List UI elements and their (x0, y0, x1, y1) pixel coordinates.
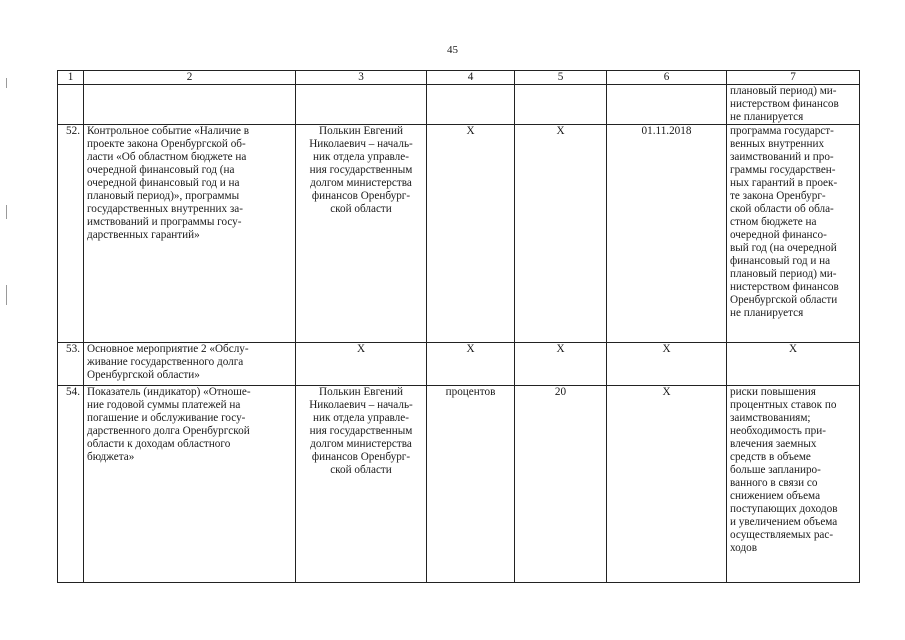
table-row (58, 386, 860, 583)
row-number-cell: 52. (58, 125, 84, 343)
table-row (58, 125, 860, 343)
unit-cell: Х (427, 343, 515, 386)
scan-mark-middle (6, 205, 7, 219)
row-number-cell: 54. (58, 386, 84, 583)
date-cell: 01.11.2018 (607, 125, 727, 343)
row-number-cell (58, 85, 84, 125)
column-header: 7 (727, 71, 860, 85)
scan-mark-bottom (6, 285, 7, 305)
unit-cell: Х (427, 125, 515, 343)
column-header: 5 (515, 71, 607, 85)
column-header: 4 (427, 71, 515, 85)
value-cell: Х (515, 125, 607, 343)
table-row (58, 343, 860, 386)
risks-cell: программа государст- венных внутренних заимствований и про- граммы государствен- ных гарантий в проек- те закона Оренбург- ской области об обла- стном бюджете на очередной финансо- вый год (на очередной финансовый год и на плановый период) ми- нистерством финансов Оренбургской области не планируется (727, 125, 860, 343)
column-header: 6 (607, 71, 727, 85)
column-header: 3 (296, 71, 427, 85)
column-header: 2 (84, 71, 296, 85)
table-header-row (58, 71, 860, 85)
responsible-cell: Полькин Евгений Николаевич – началь- ник отдела управле- ния государственным долгом министерства финансов Оренбург- ской области (296, 386, 427, 583)
value-cell: 20 (515, 386, 607, 583)
responsible-cell (296, 85, 427, 125)
date-cell: Х (607, 343, 727, 386)
value-cell: Х (515, 343, 607, 386)
description-cell: Показатель (индикатор) «Отноше- ние годовой суммы платежей на погашение и обслуживание госу- дарственного долга Оренбургской области к доходам областного бюджета» (84, 386, 296, 583)
unit-cell: процентов (427, 386, 515, 583)
row-number-cell: 53. (58, 343, 84, 386)
responsible-cell: Полькин Евгений Николаевич – началь- ник отдела управле- ния государственным долгом министерства финансов Оренбург- ской области (296, 125, 427, 343)
description-cell (84, 85, 296, 125)
responsible-cell: Х (296, 343, 427, 386)
risks-cell: плановый период) ми- нистерством финансов не планируется (727, 85, 860, 125)
value-cell (515, 85, 607, 125)
date-cell: Х (607, 386, 727, 583)
risks-cell: риски повышения процентных ставок по заимствованиям; необходимость при- влечения заемных средств в объеме больше запланиро- ванного в связи со снижением объема поступающих доходов и увеличением объема осуществляемых рас- ходов (727, 386, 860, 583)
unit-cell (427, 85, 515, 125)
page-number: 45 (447, 44, 458, 56)
risks-cell: Х (727, 343, 860, 386)
column-header: 1 (58, 71, 84, 85)
description-cell: Контрольное событие «Наличие в проекте закона Оренбургской об- ласти «Об областном бюджете на очередной финансовый год (на очередной финансовый год и на плановый период)», программы государственных внутренних за- имствований и программы госу- дарственных гарантий» (84, 125, 296, 343)
program-table (57, 70, 860, 583)
description-cell: Основное мероприятие 2 «Обслу- живание государственного долга Оренбургской области» (84, 343, 296, 386)
date-cell (607, 85, 727, 125)
table-row (58, 85, 860, 125)
scan-mark-top (6, 78, 7, 88)
